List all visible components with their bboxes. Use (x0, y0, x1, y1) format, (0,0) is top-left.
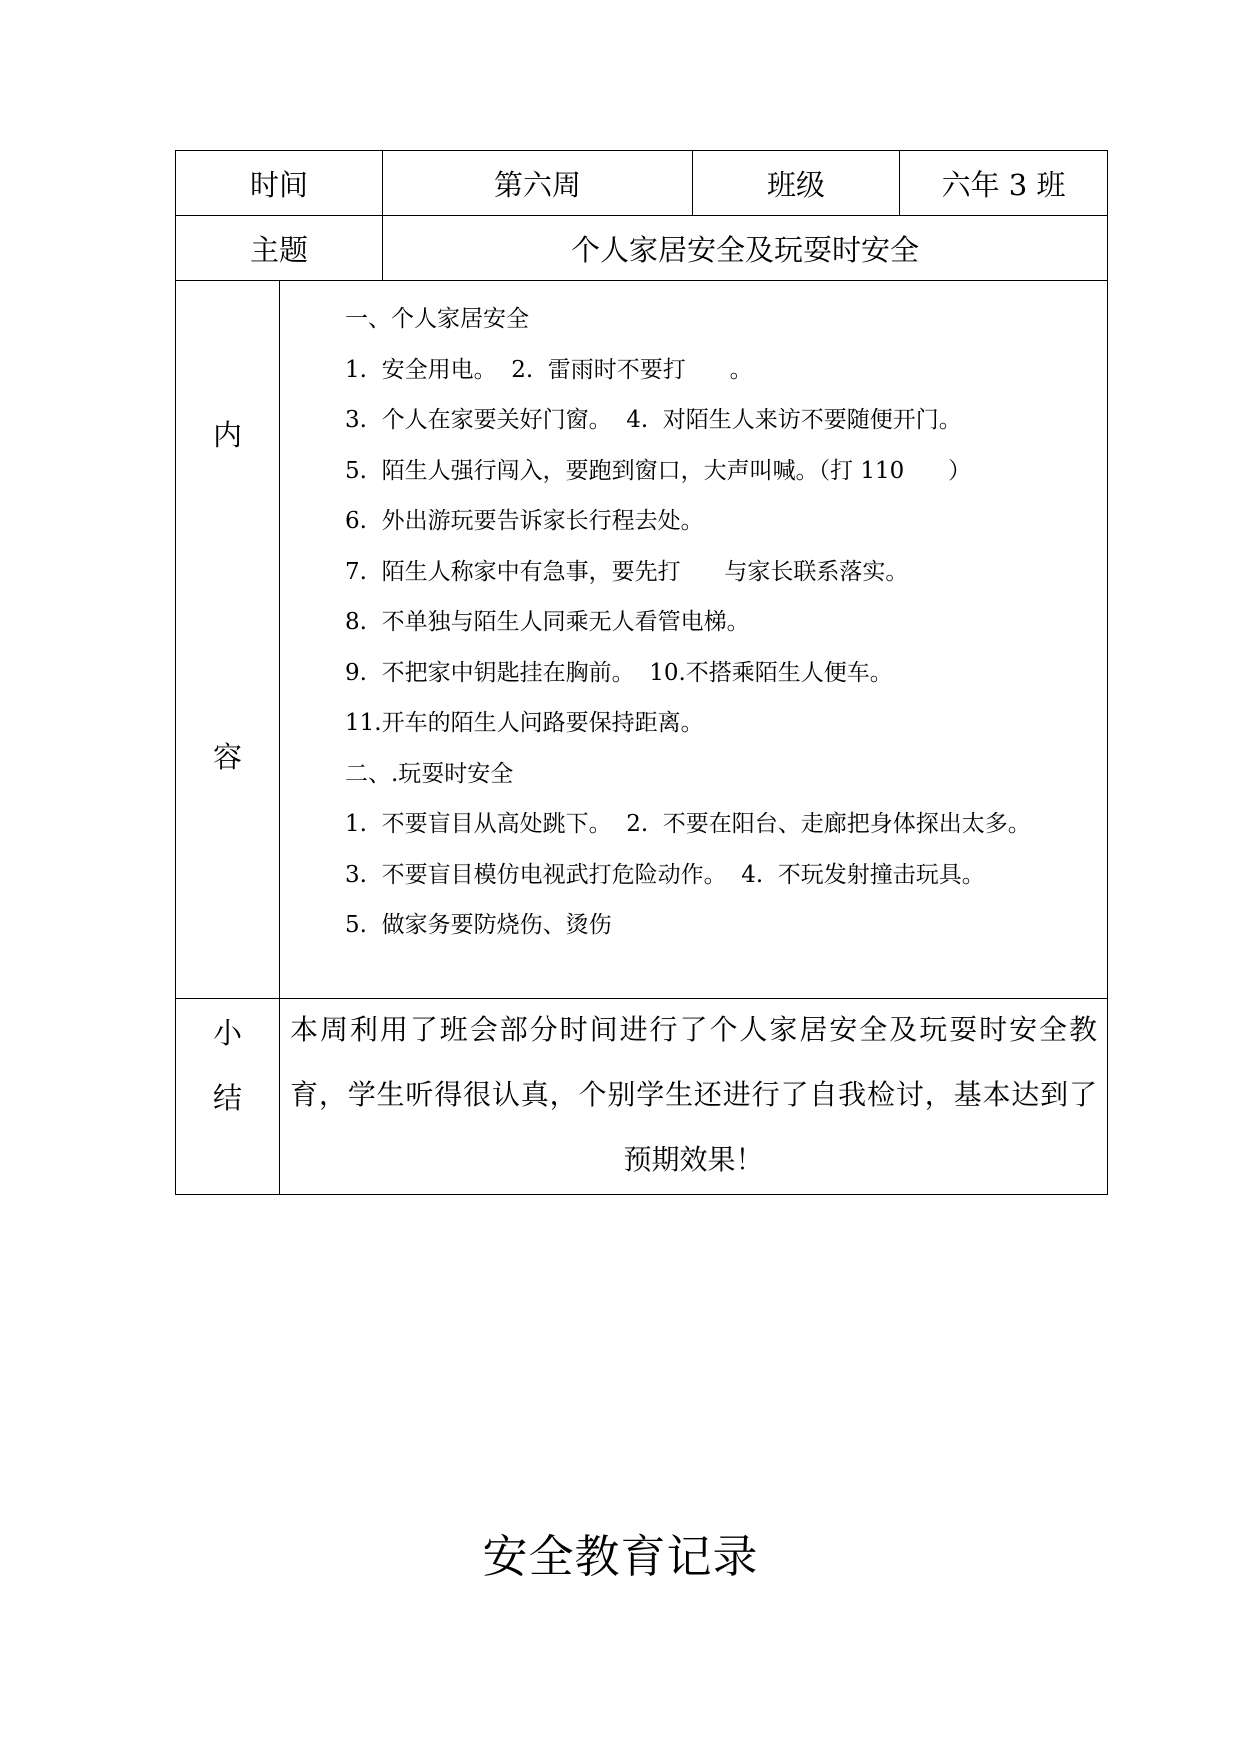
time-label: 时间 (176, 151, 383, 216)
time-value: 第六周 (383, 151, 693, 216)
class-label: 班级 (693, 151, 900, 216)
content-label-char-2: 容 (212, 740, 242, 775)
content-line: 11.开车的陌生人问路要保持距离。 (345, 710, 704, 736)
page-heading: 安全教育记录 (482, 1530, 759, 1583)
content-line: 3. 不要盲目模仿电视武打危险动作。 4. 不玩发射撞击玩具。 (345, 861, 985, 888)
summary-side-cell (176, 998, 280, 1194)
content-line: 5. 陌生人强行闯入，要跑到窗口，大声叫喊。（打 110 ） (345, 457, 972, 484)
content-line: 7. 陌生人称家中有急事，要先打 与家长联系落实。 (345, 558, 909, 585)
topic-value: 个人家居安全及玩耍时安全 (383, 216, 1108, 281)
content-cell (280, 281, 1108, 999)
summary-cell (280, 998, 1108, 1194)
content-line: 6. 外出游玩要告诉家长行程去处。 (345, 508, 704, 534)
summary-row (176, 998, 1108, 1194)
content-line: 3. 个人在家要关好门窗。 4. 对陌生人来访不要随便开门。 (345, 407, 962, 433)
topic-row (176, 216, 1108, 281)
content-line: 9. 不把家中钥匙挂在胸前。 10.不搭乘陌生人便车。 (345, 659, 893, 686)
content-line: 二、.玩耍时安全 (345, 760, 514, 787)
summary-text: 本周利用了班会部分时间进行了个人家居安全及玩耍时安全教育，学生听得很认真，个别学生还进行了自我检讨，基本达到了预期效果！ (290, 1012, 1098, 1176)
time-row (176, 151, 1108, 216)
topic-label: 主题 (176, 216, 383, 281)
summary-label-char-1: 小 (212, 1015, 242, 1050)
content-line: 1. 不要盲目从高处跳下。 2. 不要在阳台、走廊把身体探出太多。 (345, 811, 1031, 837)
content-line: 5. 做家务要防烧伤、烫伤 (345, 912, 612, 938)
content-label-char-1: 内 (212, 418, 242, 453)
content-line: 一、个人家居安全 (345, 306, 529, 332)
content-list (280, 281, 1107, 998)
safety-record-table (175, 150, 1108, 1195)
content-line: 8. 不单独与陌生人同乘无人看管电梯。 (345, 609, 750, 635)
content-line: 1. 安全用电。 2. 雷雨时不要打 。 (345, 356, 753, 383)
content-side-cell (176, 281, 280, 999)
content-row (176, 281, 1108, 999)
class-value: 六年 3 班 (900, 151, 1108, 216)
summary-label-char-2: 结 (212, 1080, 242, 1115)
